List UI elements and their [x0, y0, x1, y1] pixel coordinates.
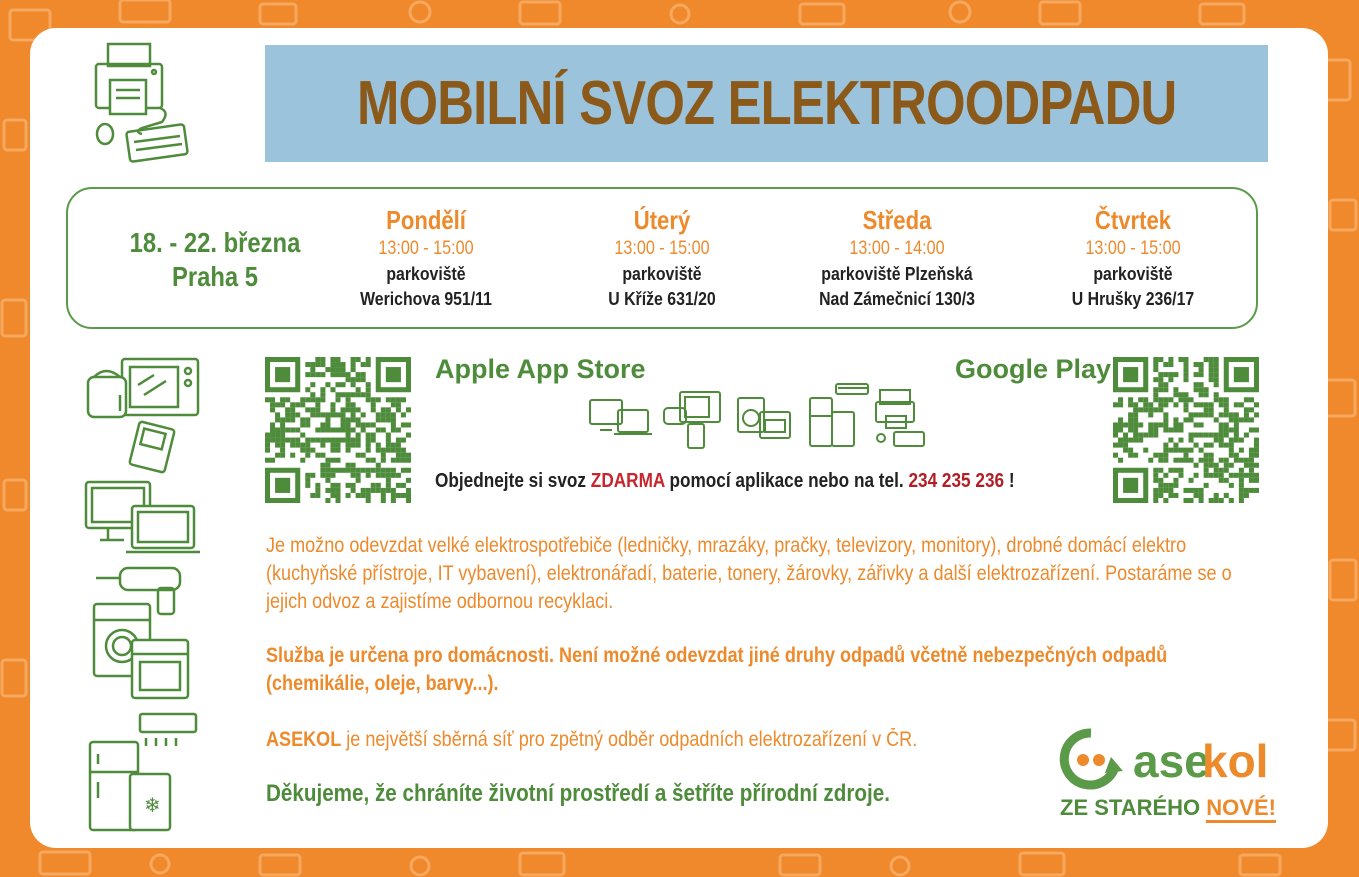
asekol-logo	[1057, 727, 1267, 798]
google-play-label[interactable]: Google Play	[955, 354, 1112, 384]
qr-code-google-icon[interactable]	[1113, 357, 1259, 503]
asekol-slogan	[1060, 795, 1276, 821]
asekol-description: je největší sběrná síť pro zpětný odběr odpadních elektrozařízení v ČR.	[346, 728, 918, 751]
day-place-1: parkoviště	[622, 264, 702, 284]
day-place-1: parkoviště	[386, 264, 466, 284]
day-time: 13:00 - 15:00	[378, 238, 474, 259]
schedule-when	[90, 226, 340, 294]
microwave-icon	[84, 355, 204, 475]
qr-code-apple-icon[interactable]	[265, 357, 411, 503]
day-place-2: Werichova 951/11	[360, 289, 492, 309]
day-tuesday	[542, 204, 782, 312]
day-time: 13:00 - 15:00	[614, 238, 710, 259]
recycle-logo-icon	[1057, 727, 1267, 793]
appliances-row-icon	[588, 382, 933, 452]
logo-name-b: kol	[1202, 735, 1267, 787]
info-paragraph-1: Je možno odevzdat velké elektrospotřebiče (ledničky, mrazáky, pračky, televizory, monitory), drobné domácí elektro (kuchyňské přístroje, IT vybavení), elektronářadí, baterie, tonery, žárovky, zářivky a další elektrozařízení. Postaráme se o jejich odvoz a zajistíme odbornou recyklaci.	[266, 534, 1232, 613]
day-place-2: Nad Zámečnicí 130/3	[819, 289, 975, 309]
day-place-1: parkoviště	[1093, 264, 1173, 284]
day-wednesday	[777, 204, 1017, 312]
printer-icon	[90, 42, 200, 164]
slogan-part-1: ZE STARÉHO	[1060, 795, 1201, 820]
schedule-district: Praha 5	[171, 261, 258, 292]
info-paragraph-4: Děkujeme, že chráníte životní prostředí a šetříte přírodní zdroje.	[266, 780, 890, 807]
day-name: Čtvrtek	[1094, 205, 1172, 235]
logo-name-a: ase	[1133, 735, 1210, 787]
order-end: !	[1008, 470, 1015, 492]
order-text-1: Objednejte si svoz	[435, 470, 587, 492]
order-line	[435, 470, 1015, 493]
fridge-freezer-ac-icon	[86, 712, 202, 834]
day-time: 13:00 - 14:00	[849, 238, 945, 259]
day-thursday	[1013, 204, 1253, 312]
svg-text:❄: ❄	[144, 795, 161, 817]
info-paragraph-2: Služba je určena pro domácnosti. Není možné odevzdat jiné druhy odpadů včetně nebezpečných odpadů (chemikálie, oleje, barvy...).	[266, 644, 1168, 695]
day-name: Pondělí	[386, 205, 466, 235]
order-free: ZDARMA	[590, 470, 665, 492]
day-name: Úterý	[633, 205, 691, 235]
day-place-2: U Hrušky 236/17	[1071, 289, 1195, 309]
order-text-2: pomocí aplikace nebo na tel.	[669, 470, 904, 492]
monitor-laptop-icon	[84, 478, 204, 558]
day-name: Středa	[862, 205, 932, 235]
order-phone-link[interactable]: 234 235 236	[908, 470, 1005, 492]
slogan-part-2: NOVÉ!	[1206, 795, 1276, 823]
day-time: 13:00 - 15:00	[1085, 238, 1181, 259]
schedule-dates: 18. - 22. března	[129, 227, 301, 258]
apple-app-store-label[interactable]: Apple App Store	[435, 354, 646, 384]
day-place-2: U Kříže 631/20	[608, 289, 716, 309]
day-monday	[306, 204, 546, 312]
day-place-1: parkoviště Plzeňská	[821, 264, 973, 284]
page-title: MOBILNÍ SVOZ ELEKTROODPADU	[265, 45, 1268, 162]
drill-washer-oven-icon	[90, 564, 200, 704]
asekol-brand-text: ASEKOL	[266, 728, 342, 751]
